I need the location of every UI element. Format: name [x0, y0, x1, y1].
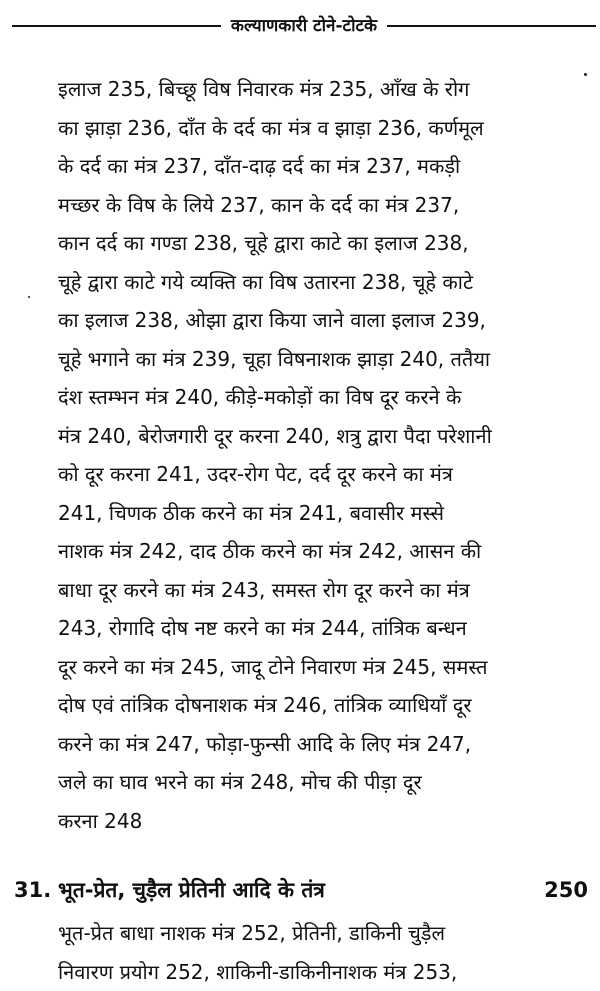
text-line: मंत्र 240, बेरोजगारी दूर करना 240, शत्रु द्वारा पैदा परेशानी: [58, 423, 492, 448]
section-entry-text: [58, 914, 588, 991]
text-line: जले का घाव भरने का मंत्र 248, मोच की पीड़ा दूर: [58, 770, 422, 794]
text-line: इलाज 235, बिच्छू विष निवारक मंत्र 235, आँख के रोग: [58, 77, 470, 101]
section-number: 31.: [14, 878, 52, 902]
index-entry-text: [58, 70, 588, 840]
text-line: नाशक मंत्र 242, दाद ठीक करने का मंत्र 242, आसन की: [58, 539, 482, 563]
header-rule-right: [387, 25, 596, 27]
text-line: चूहे द्वारा काटे गये व्यक्ति का विष उतारना 238, चूहे काटे: [58, 269, 474, 294]
text-line: दूर करने का मंत्र 245, जादू टोने निवारण मंत्र 245, समस्त: [58, 654, 488, 679]
text-line: दोष एवं तांत्रिक दोषनाशक मंत्र 246, तांत्रिक व्याधियाँ दूर: [58, 693, 472, 717]
section-heading: [14, 870, 592, 910]
text-line: 241, चिणक ठीक करने का मंत्र 241, बवासीर मस्से: [58, 500, 445, 525]
text-line: को दूर करना 241, उदर-रोग पेट, दर्द दूर करने का मंत्र: [58, 462, 453, 486]
print-speck: [28, 296, 30, 298]
text-line: भूत-प्रेत बाधा नाशक मंत्र 252, प्रेतिनी, डाकिनी चुड़ैल: [58, 921, 446, 945]
header-rule-left: [12, 25, 221, 27]
text-line: मच्छर के विष के लिये 237, कान के दर्द का मंत्र 237,: [58, 192, 460, 217]
text-line: करना 248: [58, 808, 143, 833]
section-page-number: 250: [544, 878, 588, 902]
text-line: करने का मंत्र 247, फोड़ा-फुन्सी आदि के लिए मंत्र 247,: [58, 731, 472, 756]
section-title: भूत-प्रेत, चुड़ैल प्रेतिनी आदि के तंत्र: [58, 878, 325, 902]
text-line: चूहे भगाने का मंत्र 239, चूहा विषनाशक झाड़ा 240, ततैया: [58, 346, 491, 371]
text-line: दंश स्तम्भन मंत्र 240, कीड़े-मकोड़ों का विष दूर करने के: [58, 385, 462, 409]
header-title: कल्याणकारी टोने-टोटके: [230, 16, 378, 36]
text-line: 243, रोगादि दोष नष्ट करने का मंत्र 244, तांत्रिक बन्धन: [58, 616, 467, 640]
text-line: कान दर्द का गण्डा 238, चूहे द्वारा काटे का इलाज 238,: [58, 231, 469, 255]
text-line: निवारण प्रयोग 252, शाकिनी-डाकिनीनाशक मंत्र 253,: [58, 959, 458, 984]
text-line: के दर्द का मंत्र 237, दाँत-दाढ़ दर्द का मंत्र 237, मकड़ी: [58, 154, 461, 178]
text-line: का इलाज 238, ओझा द्वारा किया जाने वाला इलाज 239,: [58, 308, 486, 332]
text-line: का झाड़ा 236, दाँत के दर्द का मंत्र व झाड़ा 236, कर्णमूल: [58, 115, 484, 140]
running-header: [12, 14, 596, 38]
text-line: बाधा दूर करने का मंत्र 243, समस्त रोग दूर करने का मंत्र: [58, 577, 470, 602]
